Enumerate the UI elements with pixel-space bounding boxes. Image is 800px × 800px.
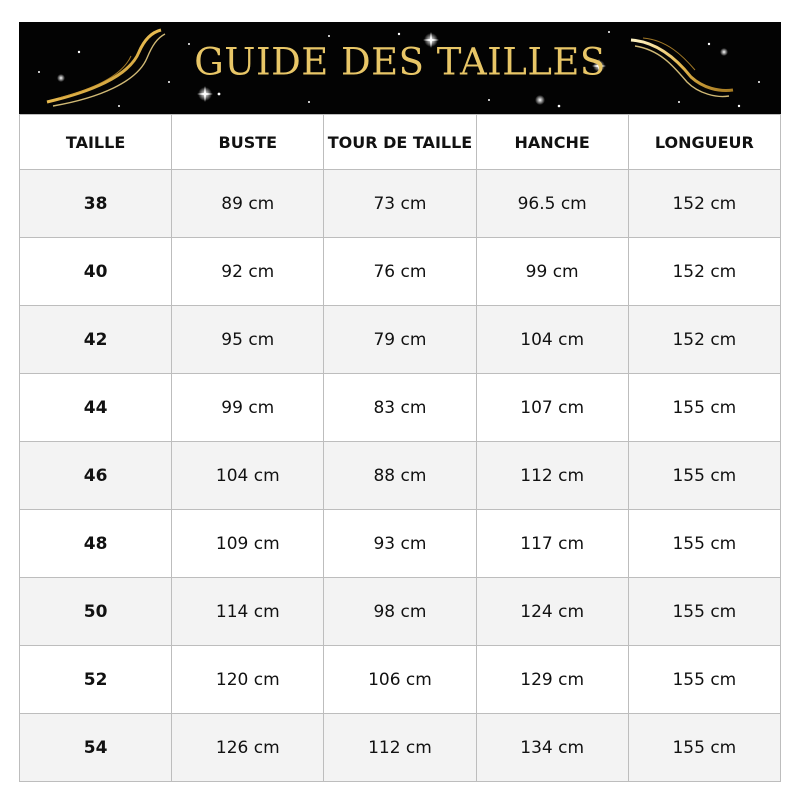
table-row — [20, 578, 781, 646]
length-cell: 152 cm — [628, 238, 780, 306]
size-chart-table — [19, 114, 781, 782]
length-cell: 152 cm — [628, 306, 780, 374]
hip-cell: 134 cm — [476, 714, 628, 782]
length-cell: 155 cm — [628, 646, 780, 714]
waist-cell: 76 cm — [324, 238, 476, 306]
waist-cell: 112 cm — [324, 714, 476, 782]
table-row — [20, 714, 781, 782]
bust-cell: 95 cm — [172, 306, 324, 374]
table-row — [20, 646, 781, 714]
table-row — [20, 442, 781, 510]
size-cell: 50 — [20, 578, 172, 646]
table-header-row — [20, 115, 781, 170]
waist-cell: 98 cm — [324, 578, 476, 646]
length-cell: 155 cm — [628, 578, 780, 646]
size-cell: 46 — [20, 442, 172, 510]
table-row — [20, 374, 781, 442]
size-cell: 42 — [20, 306, 172, 374]
hip-cell: 117 cm — [476, 510, 628, 578]
table-row — [20, 170, 781, 238]
table-row — [20, 510, 781, 578]
hip-cell: 96.5 cm — [476, 170, 628, 238]
bust-cell: 126 cm — [172, 714, 324, 782]
length-cell: 155 cm — [628, 714, 780, 782]
column-header-taille: TAILLE — [20, 115, 172, 170]
bust-cell: 104 cm — [172, 442, 324, 510]
hip-cell: 124 cm — [476, 578, 628, 646]
length-cell: 155 cm — [628, 510, 780, 578]
bust-cell: 114 cm — [172, 578, 324, 646]
hip-cell: 129 cm — [476, 646, 628, 714]
bust-cell: 120 cm — [172, 646, 324, 714]
length-cell: 155 cm — [628, 374, 780, 442]
waist-cell: 88 cm — [324, 442, 476, 510]
length-cell: 155 cm — [628, 442, 780, 510]
waist-cell: 93 cm — [324, 510, 476, 578]
waist-cell: 73 cm — [324, 170, 476, 238]
hip-cell: 107 cm — [476, 374, 628, 442]
page-title: GUIDE DES TAILLES — [194, 40, 606, 84]
column-header-buste: BUSTE — [172, 115, 324, 170]
length-cell: 152 cm — [628, 170, 780, 238]
column-header-tour-de-taille: TOUR DE TAILLE — [324, 115, 476, 170]
waist-cell: 106 cm — [324, 646, 476, 714]
title-banner — [19, 22, 781, 114]
size-cell: 44 — [20, 374, 172, 442]
hip-cell: 112 cm — [476, 442, 628, 510]
waist-cell: 83 cm — [324, 374, 476, 442]
bust-cell: 92 cm — [172, 238, 324, 306]
column-header-longueur: LONGUEUR — [628, 115, 780, 170]
hip-cell: 99 cm — [476, 238, 628, 306]
waist-cell: 79 cm — [324, 306, 476, 374]
bust-cell: 109 cm — [172, 510, 324, 578]
column-header-hanche: HANCHE — [476, 115, 628, 170]
size-cell: 54 — [20, 714, 172, 782]
bust-cell: 99 cm — [172, 374, 324, 442]
size-cell: 40 — [20, 238, 172, 306]
table-row — [20, 306, 781, 374]
bust-cell: 89 cm — [172, 170, 324, 238]
size-cell: 52 — [20, 646, 172, 714]
table-row — [20, 238, 781, 306]
size-cell: 48 — [20, 510, 172, 578]
size-cell: 38 — [20, 170, 172, 238]
hip-cell: 104 cm — [476, 306, 628, 374]
